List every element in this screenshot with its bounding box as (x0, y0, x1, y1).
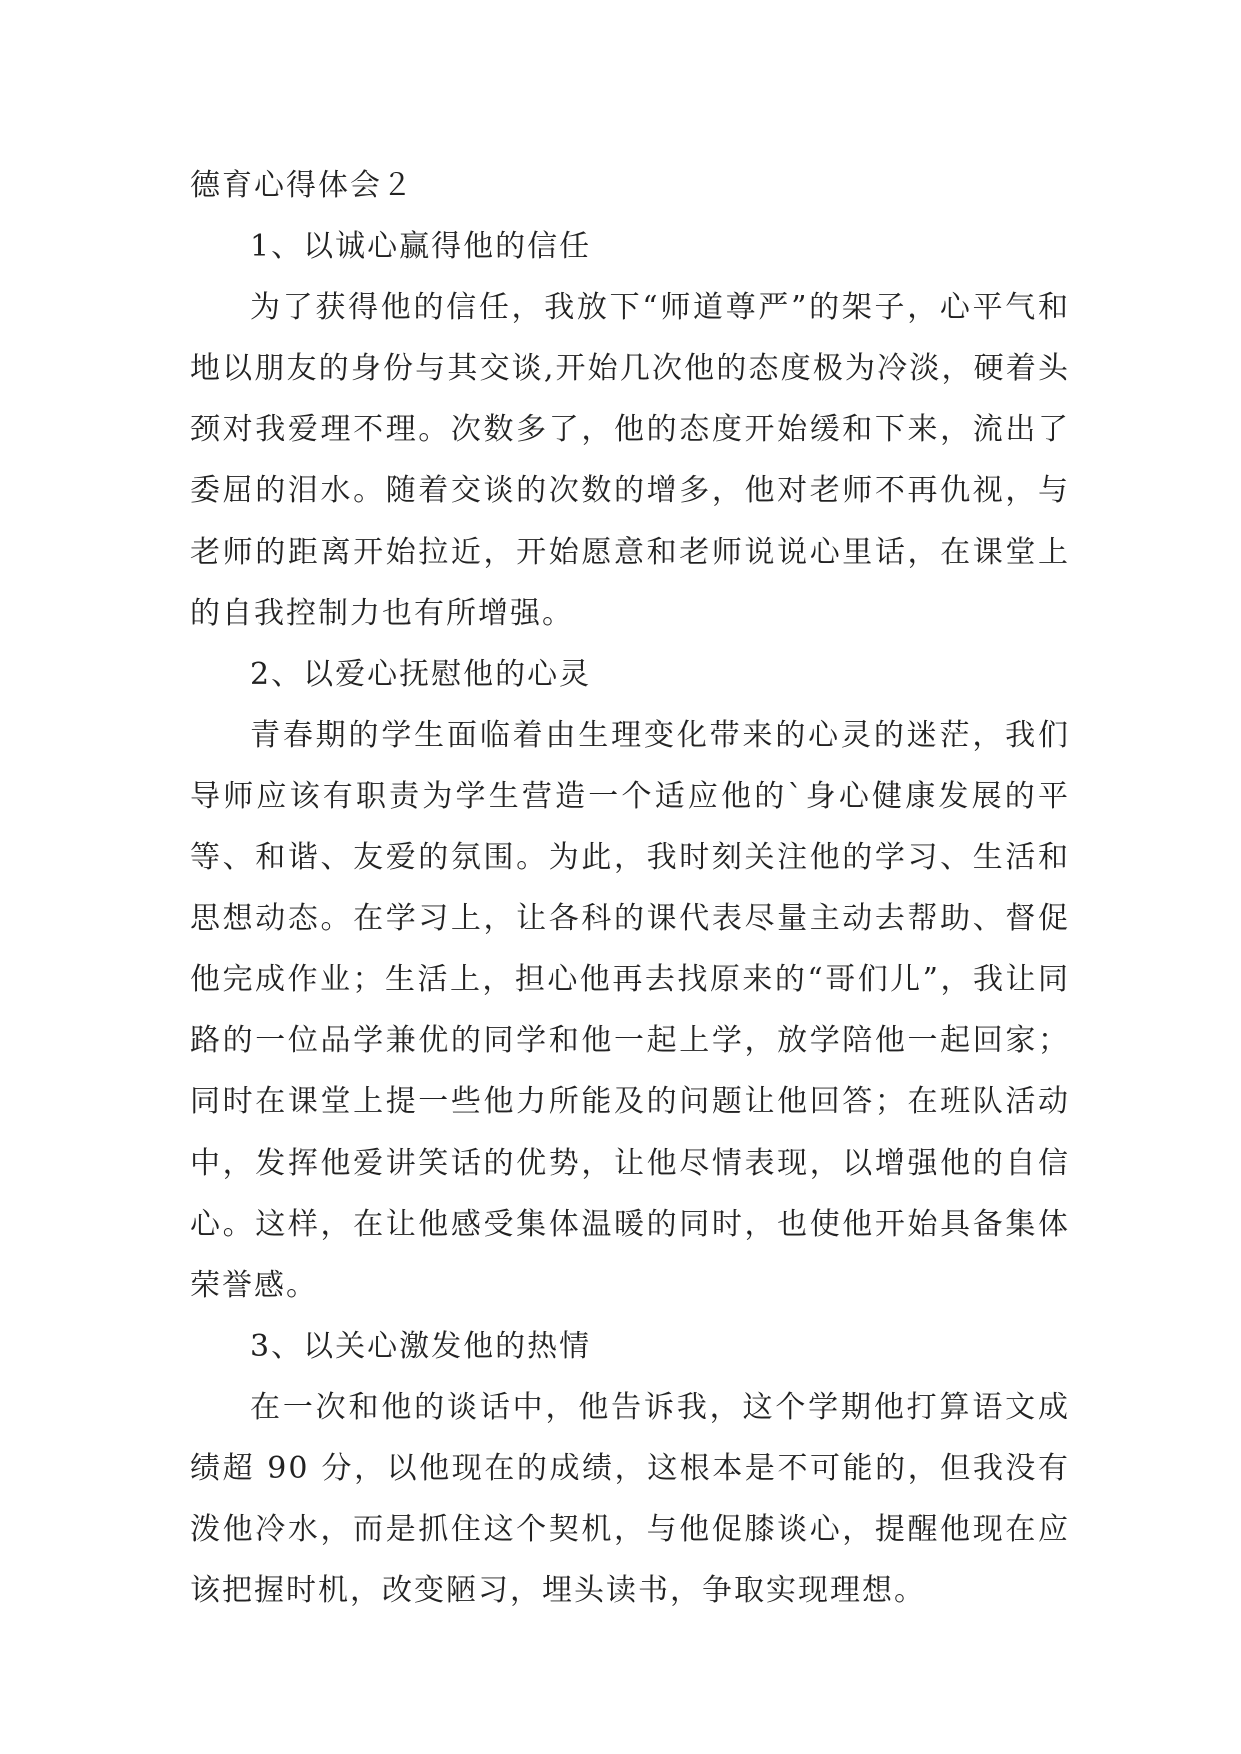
section-paragraph-3: 在一次和他的谈话中，他告诉我，这个学期他打算语文成绩超 90 分，以他现在的成绩，这根本是不可能的，但我没有泼他冷水，而是抓住这个契机，与他促膝谈心，提醒他现在应该把握时机，改变陋习，埋头读书，争取实现理想。 (190, 1389, 1070, 1609)
section-heading-1: 1、以诚心赢得他的信任 (250, 229, 592, 265)
section-heading-3: 3、以关心激发他的热情 (250, 1328, 592, 1364)
document-body (190, 155, 1070, 1621)
section-paragraph-1: 为了获得他的信任，我放下“师道尊严”的架子，心平气和地以朋友的身份与其交谈,开始几次他的态度极为冷淡，硬着头颈对我爱理不理。次数多了，他的态度开始缓和下来，流出了委屈的泪水。随着交谈的次数的增多，他对老师不再仇视，与老师的距离开始拉近，开始愿意和老师说说心里话，在课堂上的自我控制力也有所增强。 (190, 290, 1070, 631)
document-title: 德育心得体会２ (190, 168, 414, 203)
section-paragraph-2: 青春期的学生面临着由生理变化带来的心灵的迷茫，我们导师应该有职责为学生营造一个适应他的`身心健康发展的平等、和谐、友爱的氛围。为此，我时刻关注他的学习、生活和思想动态。在学习上，让各科的课代表尽量主动去帮助、督促他完成作业；生活上，担心他再去找原来的“哥们儿”，我让同路的一位品学兼优的同学和他一起上学，放学陪他一起回家；同时在课堂上提一些他力所能及的问题让他回答；在班队活动中，发挥他爱讲笑话的优势，让他尽情表现，以增强他的自信心。这样，在让他感受集体温暖的同时，也使他开始具备集体荣誉感。 (190, 717, 1070, 1303)
section-heading-2: 2、以爱心抚慰他的心灵 (250, 656, 592, 692)
